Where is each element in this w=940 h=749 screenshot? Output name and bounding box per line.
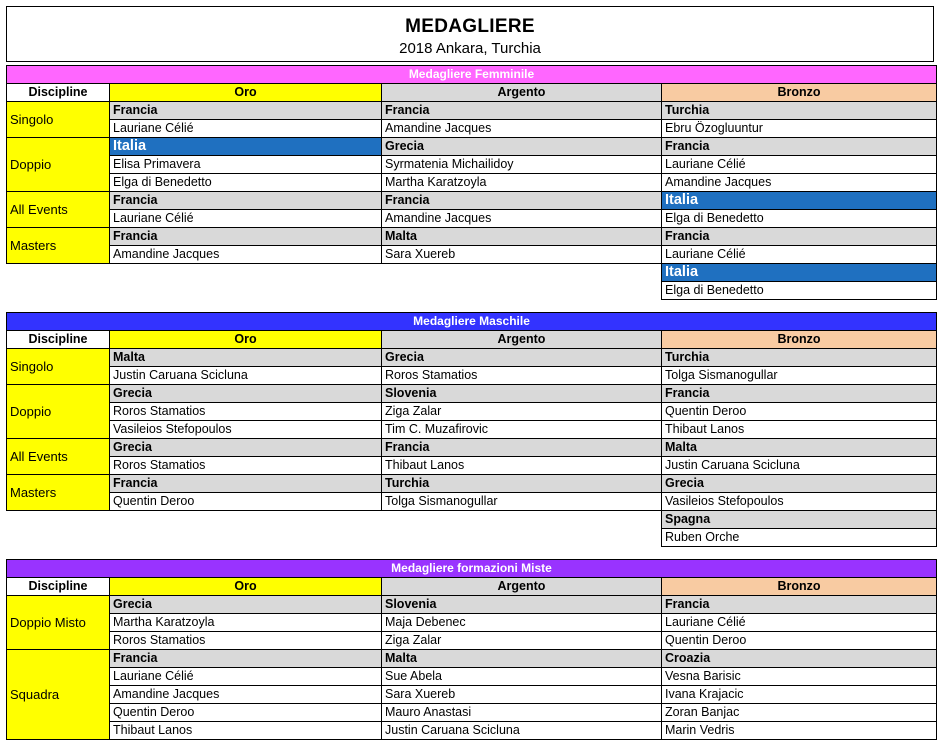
oro-country-cell: Grecia: [110, 439, 382, 457]
page-subtitle: 2018 Ankara, Turchia: [399, 40, 541, 57]
argento-athlete-cell: Justin Caruana Scicluna: [382, 722, 662, 740]
bronzo-athlete-cell: Justin Caruana Scicluna: [662, 457, 937, 475]
bronzo-country-cell: Francia: [662, 596, 937, 614]
oro-athlete-cell: Justin Caruana Scicluna: [110, 367, 382, 385]
empty-cell: [382, 282, 662, 300]
bronzo-country-cell: Spagna: [662, 511, 937, 529]
argento-country-cell: Grecia: [382, 349, 662, 367]
oro-athlete-cell: Lauriane Célié: [110, 120, 382, 138]
section-banner: Medagliere Maschile: [7, 313, 937, 331]
oro-country-cell: Francia: [110, 475, 382, 493]
bronzo-athlete-cell: Amandine Jacques: [662, 174, 937, 192]
oro-athlete-cell: Lauriane Célié: [110, 210, 382, 228]
argento-country-cell: Francia: [382, 102, 662, 120]
discipline-cell: Doppio: [7, 385, 110, 439]
argento-country-cell: Malta: [382, 228, 662, 246]
column-header-argento: Argento: [382, 578, 662, 596]
discipline-cell: Squadra: [7, 650, 110, 740]
bronzo-athlete-cell: Elga di Benedetto: [662, 282, 937, 300]
oro-athlete-cell: Thibaut Lanos: [110, 722, 382, 740]
discipline-cell: Doppio Misto: [7, 596, 110, 650]
oro-athlete-cell: Amandine Jacques: [110, 686, 382, 704]
bronzo-country-cell: Italia: [662, 192, 937, 210]
bronzo-athlete-cell: Vasileios Stefopoulos: [662, 493, 937, 511]
column-header-bronzo: Bronzo: [662, 84, 937, 102]
section-miste-table: [6, 559, 937, 740]
argento-athlete-cell: Tim C. Muzafirovic: [382, 421, 662, 439]
empty-cell: [7, 529, 110, 547]
column-header-bronzo: Bronzo: [662, 331, 937, 349]
bronzo-country-cell: Turchia: [662, 349, 937, 367]
bronzo-athlete-cell: Marin Vedris: [662, 722, 937, 740]
column-header-discipline: Discipline: [7, 578, 110, 596]
column-header-oro: Oro: [110, 84, 382, 102]
column-header-argento: Argento: [382, 331, 662, 349]
empty-cell: [110, 264, 382, 282]
argento-athlete-cell: Mauro Anastasi: [382, 704, 662, 722]
argento-athlete-cell: Amandine Jacques: [382, 210, 662, 228]
bronzo-country-cell: Italia: [662, 264, 937, 282]
discipline-cell: Doppio: [7, 138, 110, 192]
oro-country-cell: Malta: [110, 349, 382, 367]
bronzo-country-cell: Turchia: [662, 102, 937, 120]
oro-athlete-cell: Vasileios Stefopoulos: [110, 421, 382, 439]
bronzo-athlete-cell: Lauriane Célié: [662, 246, 937, 264]
column-header-oro: Oro: [110, 331, 382, 349]
bronzo-athlete-cell: Ruben Orche: [662, 529, 937, 547]
argento-country-cell: Francia: [382, 192, 662, 210]
argento-country-cell: Turchia: [382, 475, 662, 493]
bronzo-athlete-cell: Lauriane Célié: [662, 614, 937, 632]
argento-athlete-cell: Sara Xuereb: [382, 686, 662, 704]
oro-country-cell: Francia: [110, 650, 382, 668]
argento-athlete-cell: Roros Stamatios: [382, 367, 662, 385]
bronzo-athlete-cell: Zoran Banjac: [662, 704, 937, 722]
bronzo-country-cell: Malta: [662, 439, 937, 457]
argento-athlete-cell: Martha Karatzoyla: [382, 174, 662, 192]
section-banner: Medagliere Femminile: [7, 66, 937, 84]
oro-country-cell: Grecia: [110, 385, 382, 403]
title-box: [6, 6, 934, 62]
bronzo-athlete-cell: Thibaut Lanos: [662, 421, 937, 439]
argento-athlete-cell: Tolga Sismanogullar: [382, 493, 662, 511]
bronzo-country-cell: Francia: [662, 385, 937, 403]
argento-athlete-cell: Sue Abela: [382, 668, 662, 686]
empty-cell: [110, 511, 382, 529]
bronzo-athlete-cell: Elga di Benedetto: [662, 210, 937, 228]
argento-athlete-cell: Thibaut Lanos: [382, 457, 662, 475]
column-header-oro: Oro: [110, 578, 382, 596]
column-header-discipline: Discipline: [7, 331, 110, 349]
argento-country-cell: Malta: [382, 650, 662, 668]
argento-athlete-cell: Amandine Jacques: [382, 120, 662, 138]
bronzo-athlete-cell: Quentin Deroo: [662, 403, 937, 421]
oro-athlete-cell: Lauriane Célié: [110, 668, 382, 686]
argento-country-cell: Slovenia: [382, 596, 662, 614]
section-banner: Medagliere formazioni Miste: [7, 560, 937, 578]
oro-athlete-cell: Quentin Deroo: [110, 704, 382, 722]
discipline-cell: All Events: [7, 439, 110, 475]
oro-country-cell: Italia: [110, 138, 382, 156]
argento-athlete-cell: Sara Xuereb: [382, 246, 662, 264]
empty-cell: [382, 529, 662, 547]
column-header-discipline: Discipline: [7, 84, 110, 102]
bronzo-athlete-cell: Lauriane Célié: [662, 156, 937, 174]
oro-athlete-cell: Roros Stamatios: [110, 457, 382, 475]
oro-country-cell: Grecia: [110, 596, 382, 614]
bronzo-athlete-cell: Ebru Özogluuntur: [662, 120, 937, 138]
bronzo-country-cell: Grecia: [662, 475, 937, 493]
bronzo-country-cell: Francia: [662, 138, 937, 156]
oro-athlete-cell: Roros Stamatios: [110, 632, 382, 650]
empty-cell: [7, 264, 110, 282]
empty-cell: [382, 511, 662, 529]
bronzo-athlete-cell: Vesna Barisic: [662, 668, 937, 686]
bronzo-country-cell: Francia: [662, 228, 937, 246]
argento-athlete-cell: Ziga Zalar: [382, 632, 662, 650]
argento-athlete-cell: Maja Debenec: [382, 614, 662, 632]
oro-athlete-cell: Amandine Jacques: [110, 246, 382, 264]
bronzo-athlete-cell: Tolga Sismanogullar: [662, 367, 937, 385]
page-title: MEDAGLIERE: [405, 16, 535, 37]
empty-cell: [382, 264, 662, 282]
discipline-cell: All Events: [7, 192, 110, 228]
argento-country-cell: Francia: [382, 439, 662, 457]
empty-cell: [110, 529, 382, 547]
oro-athlete-cell: Martha Karatzoyla: [110, 614, 382, 632]
bronzo-athlete-cell: Ivana Krajacic: [662, 686, 937, 704]
discipline-cell: Singolo: [7, 102, 110, 138]
oro-country-cell: Francia: [110, 228, 382, 246]
oro-athlete-cell: Roros Stamatios: [110, 403, 382, 421]
argento-athlete-cell: Ziga Zalar: [382, 403, 662, 421]
empty-cell: [7, 282, 110, 300]
argento-country-cell: Slovenia: [382, 385, 662, 403]
bronzo-athlete-cell: Quentin Deroo: [662, 632, 937, 650]
section-maschile-table: [6, 312, 937, 547]
oro-athlete-cell: Elga di Benedetto: [110, 174, 382, 192]
argento-athlete-cell: Syrmatenia Michailidoy: [382, 156, 662, 174]
discipline-cell: Singolo: [7, 349, 110, 385]
oro-athlete-cell: Elisa Primavera: [110, 156, 382, 174]
column-header-bronzo: Bronzo: [662, 578, 937, 596]
column-header-argento: Argento: [382, 84, 662, 102]
empty-cell: [7, 511, 110, 529]
section-femminile-table: [6, 65, 937, 300]
discipline-cell: Masters: [7, 228, 110, 264]
oro-country-cell: Francia: [110, 192, 382, 210]
empty-cell: [110, 282, 382, 300]
oro-athlete-cell: Quentin Deroo: [110, 493, 382, 511]
discipline-cell: Masters: [7, 475, 110, 511]
argento-country-cell: Grecia: [382, 138, 662, 156]
oro-country-cell: Francia: [110, 102, 382, 120]
bronzo-country-cell: Croazia: [662, 650, 937, 668]
